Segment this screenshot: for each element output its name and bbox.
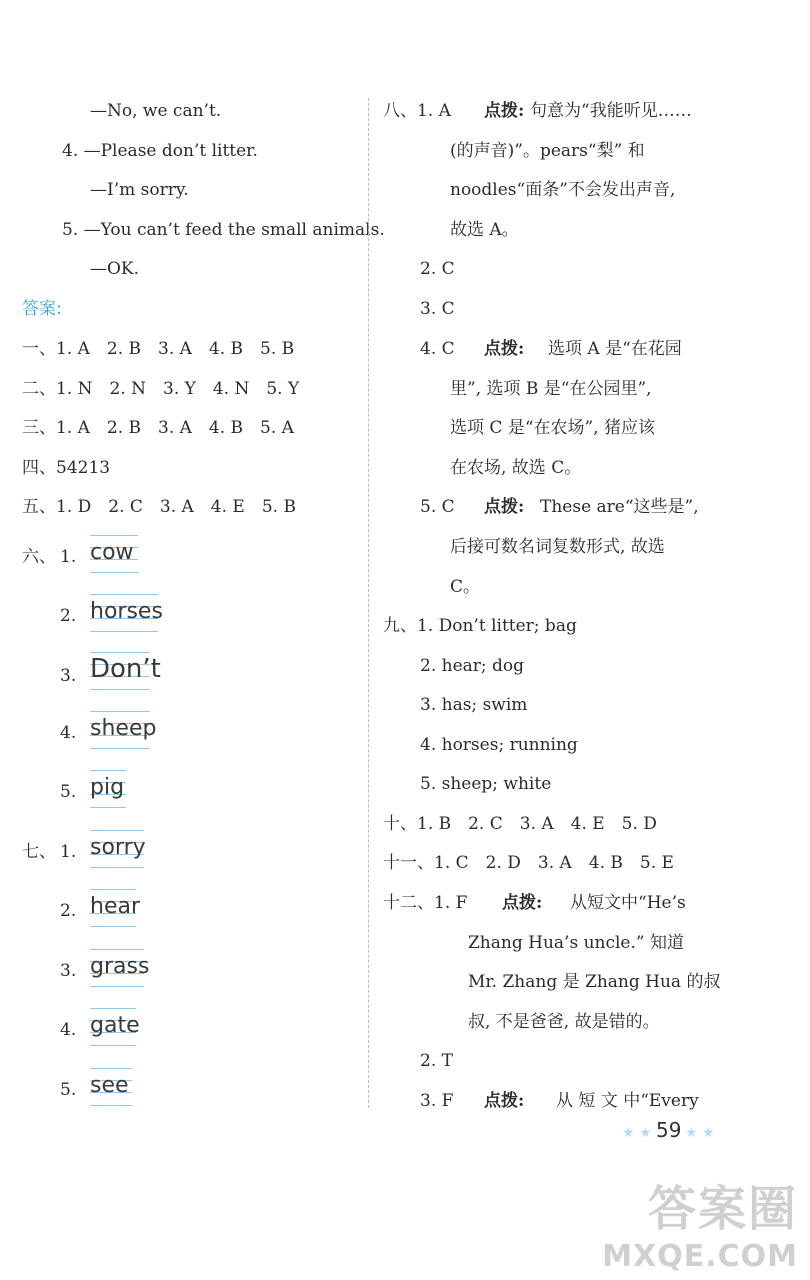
dialog-line: —I’m sorry. xyxy=(90,180,189,200)
answer-9-1: 九、1. Don’t litter; bag xyxy=(383,616,577,636)
handwritten-answer: grass xyxy=(90,954,150,979)
item-number: 3. xyxy=(60,961,77,981)
section-7-label: 七、 xyxy=(22,842,56,862)
answer-9-3: 3. has; swim xyxy=(420,695,528,715)
tip-text: 故选 A。 xyxy=(450,220,519,240)
tip-text: These are“这些是”, xyxy=(540,497,699,517)
handwritten-answer: cow xyxy=(90,540,134,565)
page-number: 59 xyxy=(656,1118,682,1142)
dialog-line: 5. —You can’t feed the small animals. xyxy=(62,220,385,240)
dialog-line: 4. —Please don’t litter. xyxy=(62,141,258,161)
item-number: 4. xyxy=(60,723,77,743)
answer-9-5: 5. sheep; white xyxy=(420,774,552,794)
handwritten-answer: gate xyxy=(90,1013,140,1038)
item-number: 5. xyxy=(60,1080,77,1100)
answer-row-11: 十一、1. C 2. D 3. A 4. B 5. E xyxy=(383,853,674,873)
answer-8-2: 2. C xyxy=(420,259,455,279)
answer-8-1: 八、1. A xyxy=(383,101,451,121)
answer-row-5: 五、1. D 2. C 3. A 4. E 5. B xyxy=(22,497,296,517)
tip-text: 从短文中“He’s xyxy=(570,893,686,913)
tip-text: 选项 C 是“在农场”, 猪应该 xyxy=(450,418,656,438)
stars-left-icon: ★ ★ xyxy=(622,1125,652,1141)
answer-8-4: 4. C xyxy=(420,339,455,359)
handwritten-answer: Don’t xyxy=(90,654,161,684)
watermark-top: 答案圈 xyxy=(647,1181,798,1237)
tip-label: 点拨: xyxy=(484,339,525,359)
answer-12-1: 十二、1. F xyxy=(383,893,468,913)
dialog-line: —No, we can’t. xyxy=(90,101,222,121)
handwritten-answer: horses xyxy=(90,599,163,624)
tip-text: 里”, 选项 B 是“在公园里”, xyxy=(450,379,652,399)
answer-9-4: 4. horses; running xyxy=(420,735,578,755)
item-number: 5. xyxy=(60,782,77,802)
section-6-label: 六、 xyxy=(22,547,56,567)
tip-text: 在农场, 故选 C。 xyxy=(450,458,582,478)
tip-text: noodles“面条”不会发出声音, xyxy=(450,180,676,200)
tip-text: Mr. Zhang 是 Zhang Hua 的叔 xyxy=(468,972,721,992)
watermark-logo xyxy=(602,1170,798,1274)
tip-text: 后接可数名词复数形式, 故选 xyxy=(450,537,665,557)
answer-12-2: 2. T xyxy=(420,1051,453,1071)
handwritten-answer: pig xyxy=(90,775,125,800)
item-number: 3. xyxy=(60,666,77,686)
item-number: 2. xyxy=(60,606,77,626)
answers-heading: 答案: xyxy=(22,299,62,319)
answer-row-2: 二、1. N 2. N 3. Y 4. N 5. Y xyxy=(22,379,300,399)
column-divider xyxy=(368,98,369,1108)
tip-text: 从 短 文 中“Every xyxy=(556,1091,699,1111)
answer-row-10: 十、1. B 2. C 3. A 4. E 5. D xyxy=(383,814,657,834)
item-number: 4. xyxy=(60,1020,77,1040)
tip-text: 选项 A 是“在花园 xyxy=(548,339,682,359)
answer-9-2: 2. hear; dog xyxy=(420,656,525,676)
tip-text: (的声音)”。pears“梨” 和 xyxy=(450,141,645,161)
item-number: 1. xyxy=(60,547,77,567)
item-number: 1. xyxy=(60,842,77,862)
tip-label: 点拨: xyxy=(484,497,525,517)
answer-12-3: 3. F xyxy=(420,1091,454,1111)
tip-text: 叔, 不是爸爸, 故是错的。 xyxy=(468,1012,660,1032)
handwritten-answer: see xyxy=(90,1073,129,1098)
tip-text: C。 xyxy=(450,577,481,597)
tip-label: 点拨: xyxy=(484,101,525,121)
tip-label: 点拨: xyxy=(502,893,543,913)
dialog-line: —OK. xyxy=(90,259,140,279)
answer-row-4: 四、54213 xyxy=(22,458,111,478)
handwritten-answer: hear xyxy=(90,894,141,919)
watermark-bottom: MXQE.COM xyxy=(602,1239,798,1274)
item-number: 2. xyxy=(60,901,77,921)
tip-text: Zhang Hua’s uncle.” 知道 xyxy=(468,933,684,953)
tip-label: 点拨: xyxy=(484,1091,525,1111)
answer-8-3: 3. C xyxy=(420,299,455,319)
handwritten-answer: sheep xyxy=(90,716,157,741)
answer-8-5: 5. C xyxy=(420,497,455,517)
handwritten-answer: sorry xyxy=(90,835,146,860)
answer-row-3: 三、1. A 2. B 3. A 4. B 5. A xyxy=(22,418,294,438)
tip-text: 句意为“我能听见…… xyxy=(530,101,692,121)
stars-right-icon: ★ ★ xyxy=(685,1125,715,1141)
answer-row-1: 一、1. A 2. B 3. A 4. B 5. B xyxy=(22,339,295,359)
